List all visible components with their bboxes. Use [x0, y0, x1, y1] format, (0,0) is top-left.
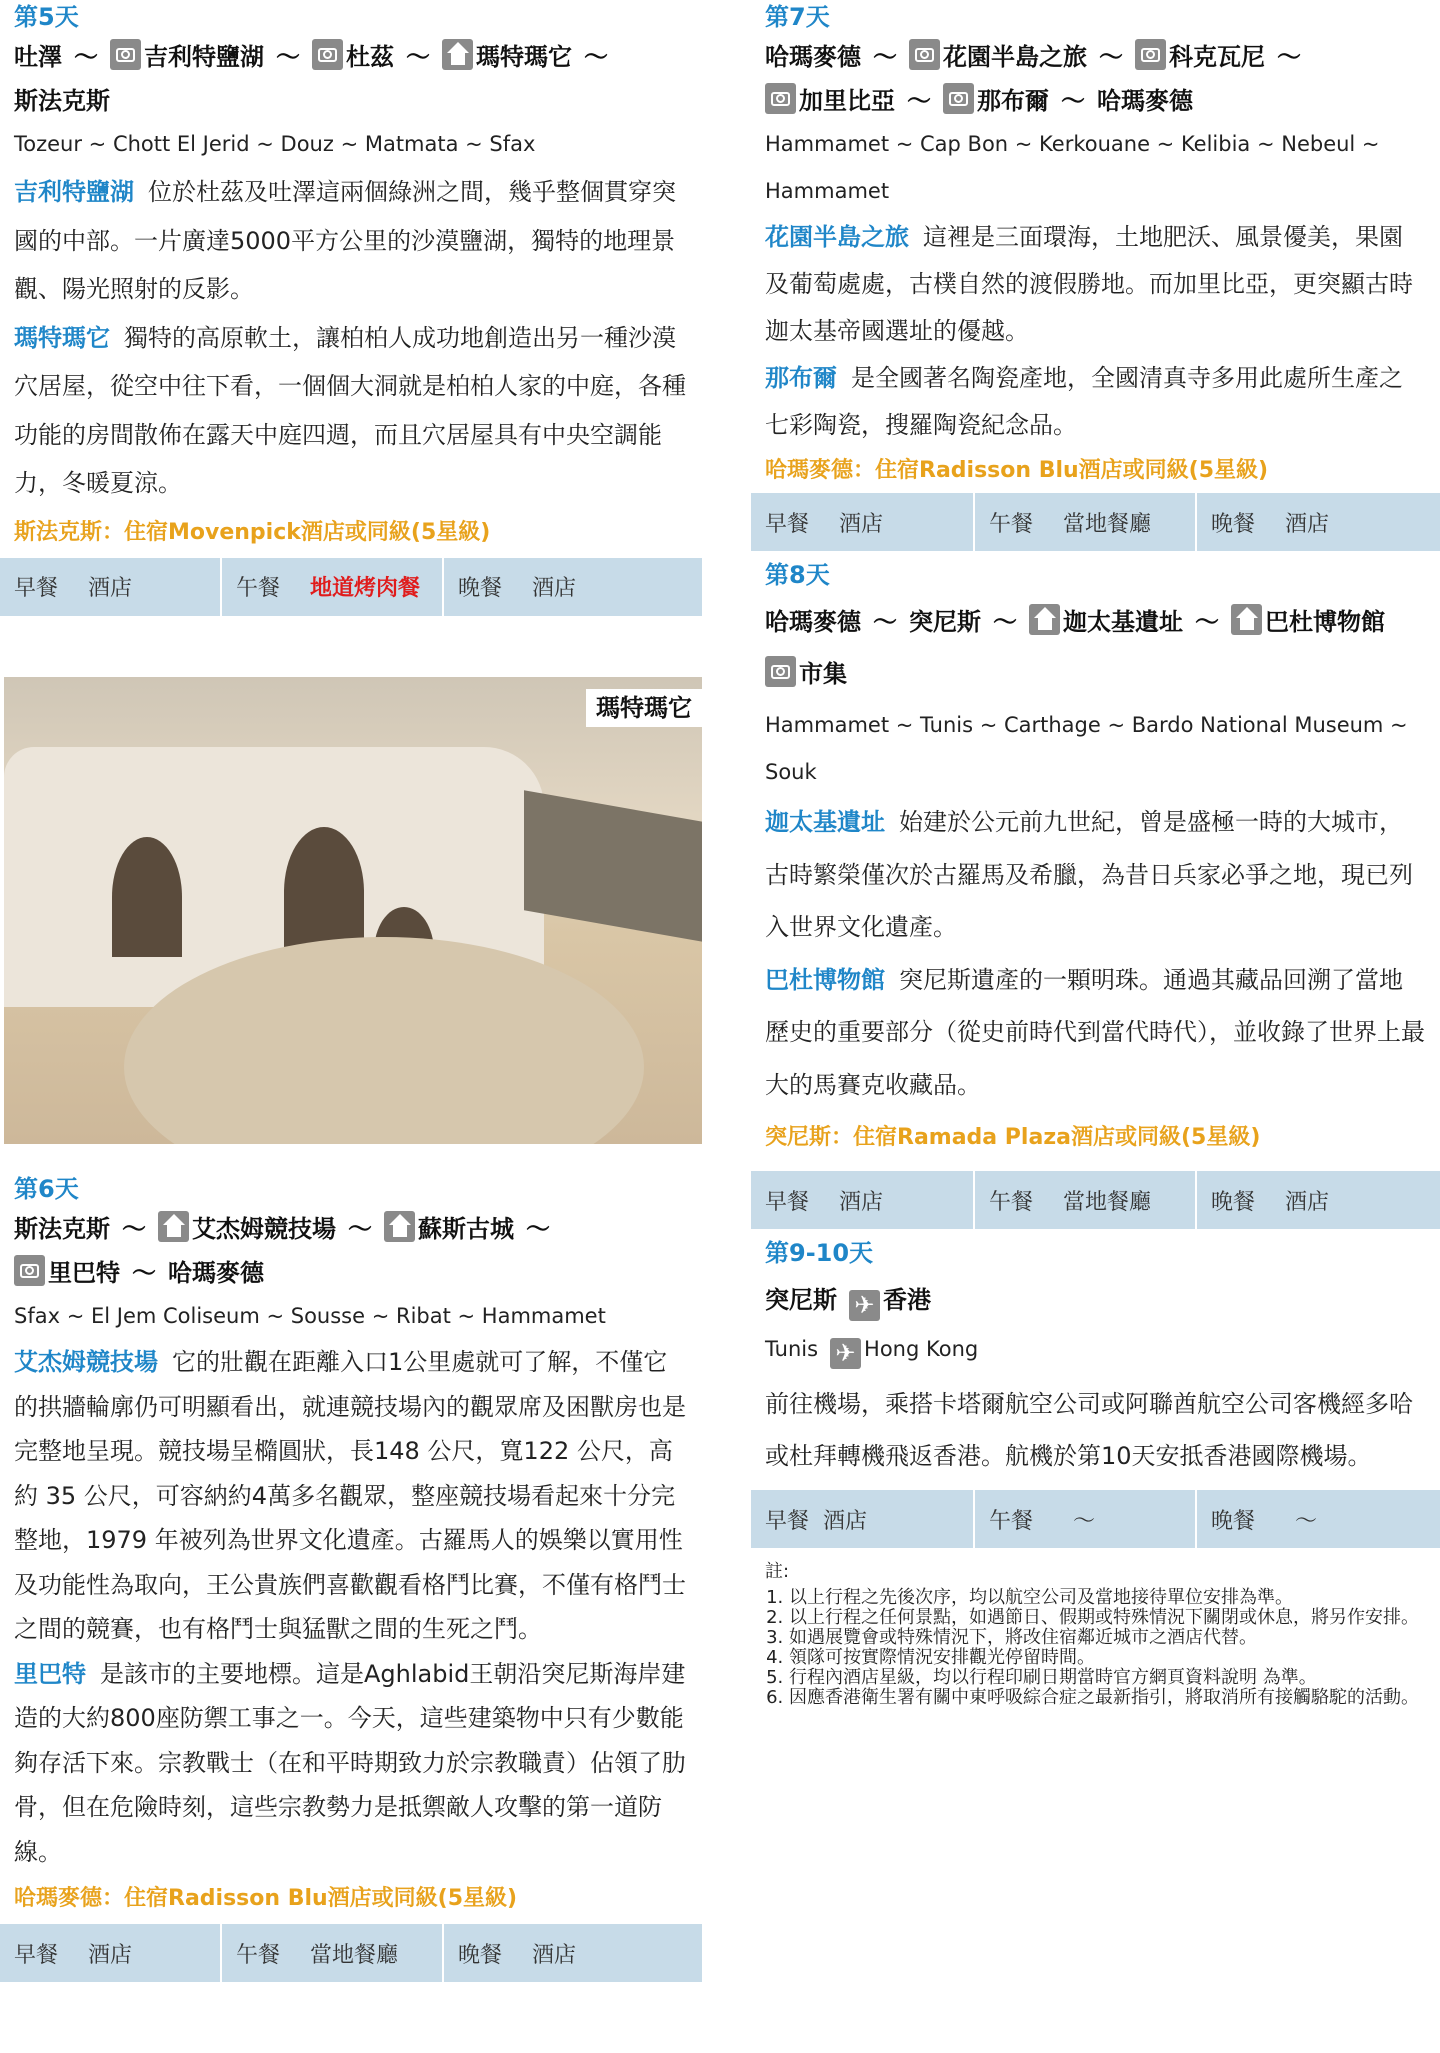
house-icon: [384, 1211, 415, 1242]
day6-route-line2: 里巴特 ～ 哈瑪麥德: [14, 1253, 688, 1293]
camera-icon: [14, 1255, 45, 1286]
day8-para-2: 巴杜博物館 突尼斯遺產的一顆明珠。通過其藏品回溯了當地歷史的重要部分（從史前時代到當代時代），並收錄了世界上最大的馬賽克收藏品。: [765, 965, 1425, 1099]
day5-meals: 早餐 酒店 午餐 地道烤肉餐 晚餐 酒店: [0, 558, 702, 616]
day6-meals: 早餐 酒店 午餐 當地餐廳 晚餐 酒店: [0, 1924, 702, 1982]
day7-meals: 早餐 酒店 午餐 當地餐廳 晚餐 酒店: [751, 493, 1440, 551]
house-icon: [1231, 604, 1262, 635]
note-item: 3. 如遇展覽會或特殊情況下，將改住宿鄰近城市之酒店代替。: [789, 1628, 1426, 1648]
airplane-icon: ✈: [830, 1338, 861, 1369]
day8-english-route: Hammamet ~ Tunis ~ Carthage ~ Bardo National Museum ~ Souk: [765, 713, 1408, 784]
day6-wrapper: [0, 1172, 702, 1982]
day7-english-route-1: Hammamet ~ Cap Bon ~ Kerkouane ~ Kelibia ~ Nebeul ~: [765, 132, 1380, 156]
camera-icon: [943, 83, 974, 114]
camera-icon: [765, 656, 796, 687]
route-stop: 吐澤: [14, 43, 62, 71]
route-stop: 瑪特瑪它: [476, 43, 572, 71]
day8-meals: 早餐 酒店 午餐 當地餐廳 晚餐 酒店: [751, 1171, 1440, 1229]
day7-section: [751, 0, 1440, 493]
day7-english-route-2: Hammamet: [765, 179, 890, 203]
route-stop: 吉利特鹽湖: [144, 43, 264, 71]
day7-para-1: 花園半島之旅 這裡是三面環海，土地肥沃、風景優美，果園及葡萄處處，古樸自然的渡假勝地。而加里比亞，更突顯古時迦太基帝國選址的優越。: [765, 223, 1413, 345]
day5-route-line2: 斯法克斯: [14, 87, 110, 115]
camera-icon: [765, 83, 796, 114]
left-column: [0, 0, 702, 616]
notes-title: 註:: [765, 1561, 790, 1582]
house-icon: [1029, 604, 1060, 635]
airplane-icon: ✈: [849, 1290, 880, 1321]
day8-hotel: 突尼斯：住宿Ramada Plaza酒店或同級(5星級): [765, 1125, 1261, 1150]
day910-para: 前往機場，乘搭卡塔爾航空公司或阿聯酋航空公司客機經多哈或杜拜轉機飛返香港。航機於第10天安抵香港國際機場。: [765, 1390, 1413, 1470]
keyword: 瑪特瑪它: [14, 323, 110, 352]
day6-route: 斯法克斯 ～ 艾杰姆競技場 ～ 蘇斯古城 ～: [14, 1206, 688, 1253]
day5-para-1: 吉利特鹽湖 位於杜茲及吐澤這兩個綠洲之間，幾乎整個貫穿突國的中部。一片廣達5000平方公里的沙漠鹽湖，獨特的地理景觀、陽光照射的反影。: [14, 178, 676, 303]
day910-route: 突尼斯 ✈ 香港: [765, 1286, 931, 1319]
matmata-photo: [4, 677, 702, 1144]
day5-route: 吐澤 ～ 吉利特鹽湖 ～ 杜茲 ～ 瑪特瑪它 ～: [14, 34, 688, 81]
day910-meals: 早餐 酒店 午餐 ～ 晚餐 ～: [751, 1490, 1440, 1548]
keyword: 吉利特鹽湖: [14, 178, 134, 206]
day5-hotel: 斯法克斯：住宿Movenpick酒店或同級(5星級): [14, 519, 491, 545]
note-item: 2. 以上行程之任何景點，如遇節日、假期或特殊情況下關閉或休息，將另作安排。: [789, 1608, 1426, 1628]
route-stop: 杜茲: [346, 43, 394, 71]
day910-english-route: Tunis ✈ Hong Kong: [765, 1337, 979, 1367]
day5-title: 第5天: [14, 3, 79, 31]
day5-english-route: Tozeur ~ Chott El Jerid ~ Douz ~ Matmata ~ Sfax: [14, 132, 536, 156]
note-item: 4. 領隊可按實際情況安排觀光停留時間。: [789, 1648, 1426, 1668]
day8-route: 哈瑪麥德 ～ 突尼斯 ～ 迦太基遺址 ～ 巴杜博物館: [765, 599, 1426, 646]
note-item: 6. 因應香港衛生署有關中東呼吸綜合症之最新指引，將取消所有接觸駱駝的活動。: [789, 1688, 1426, 1708]
note-item: 1. 以上行程之先後次序，均以航空公司及當地接待單位安排為準。: [789, 1588, 1426, 1608]
photo-caption: 瑪特瑪它: [586, 689, 702, 727]
day910-section: [751, 1229, 1440, 1482]
camera-icon: [312, 39, 343, 70]
day8-section: [751, 551, 1440, 1165]
house-icon: [442, 39, 473, 70]
day8-route-line2: 市集: [765, 646, 1426, 702]
day5-section: [0, 0, 702, 558]
day7-hotel: 哈瑪麥德：住宿Radisson Blu酒店或同級(5星級): [765, 458, 1269, 483]
notes: [751, 1562, 1440, 1708]
day7-route-line2: 加里比亞 ～ 那布爾 ～ 哈瑪麥德: [765, 81, 1426, 121]
day5-para-2: 瑪特瑪它 獨特的高原軟土，讓柏柏人成功地創造出另一種沙漠穴居屋，從空中往下看，一個個大洞就是柏柏人家的中庭，各種功能的房間散佈在露天中庭四週，而且穴居屋具有中央空調能力，冬暖夏涼。: [14, 323, 686, 497]
day6-title: 第6天: [14, 1175, 79, 1203]
day910-title: 第9-10天: [765, 1239, 874, 1267]
camera-icon: [110, 39, 141, 70]
day8-title: 第8天: [765, 561, 830, 589]
day6-para-2: 里巴特 是該市的主要地標。這是Aghlabid王朝沿突尼斯海岸建造的大約800座防禦工事之一。今天，這些建築物中只有少數能夠存活下來。宗教戰士（在和平時期致力於宗教職責）佔領了肋骨，但在危險時刻，這些宗教勢力是抵禦敵人攻擊的第一道防線。: [14, 1659, 686, 1866]
note-item: 5. 行程內酒店星級，均以行程印刷日期當時官方網頁資料說明 為準。: [789, 1668, 1426, 1688]
day7-route: 哈瑪麥德 ～ 花園半島之旅 ～ 科克瓦尼 ～: [765, 34, 1426, 81]
day7-title: 第7天: [765, 3, 830, 31]
day6-section: [0, 1172, 702, 1924]
day6-para-1: 艾杰姆競技場 它的壯觀在距離入口1公里處就可了解，不僅它的拱牆輪廓仍可明顯看出，就連競技場內的觀眾席及困獸房也是完整地呈現。競技場呈橢圓狀，長148 公尺，寬122 公尺，高約 35 公尺，可容納約4萬多名觀眾，整座競技場看起來十分完整地，1979 年被列為世界文化遺產。古羅馬人的娛樂以實用性及功能性為取向，王公貴族們喜歡觀看格鬥比賽，不僅有格鬥士之間的競賽，也有格鬥士與猛獸之間的生死之鬥。: [14, 1348, 686, 1643]
day6-hotel: 哈瑪麥德：住宿Radisson Blu酒店或同級(5星級): [14, 1886, 518, 1911]
camera-icon: [1135, 39, 1166, 70]
camera-icon: [909, 39, 940, 70]
day8-para-1: 迦太基遺址 始建於公元前九世紀，曾是盛極一時的大城市，古時繁榮僅次於古羅馬及希臘，為昔日兵家必爭之地，現已列入世界文化遺產。: [765, 808, 1413, 941]
day7-para-2: 那布爾 是全國著名陶瓷產地，全國清真寺多用此處所生產之七彩陶瓷，搜羅陶瓷紀念品。: [765, 364, 1403, 439]
right-column: [751, 0, 1440, 1708]
house-icon: [158, 1211, 189, 1242]
day6-english-route: Sfax ~ El Jem Coliseum ~ Sousse ~ Ribat ~ Hammamet: [14, 1304, 606, 1328]
notes-list: [765, 1588, 1426, 1708]
